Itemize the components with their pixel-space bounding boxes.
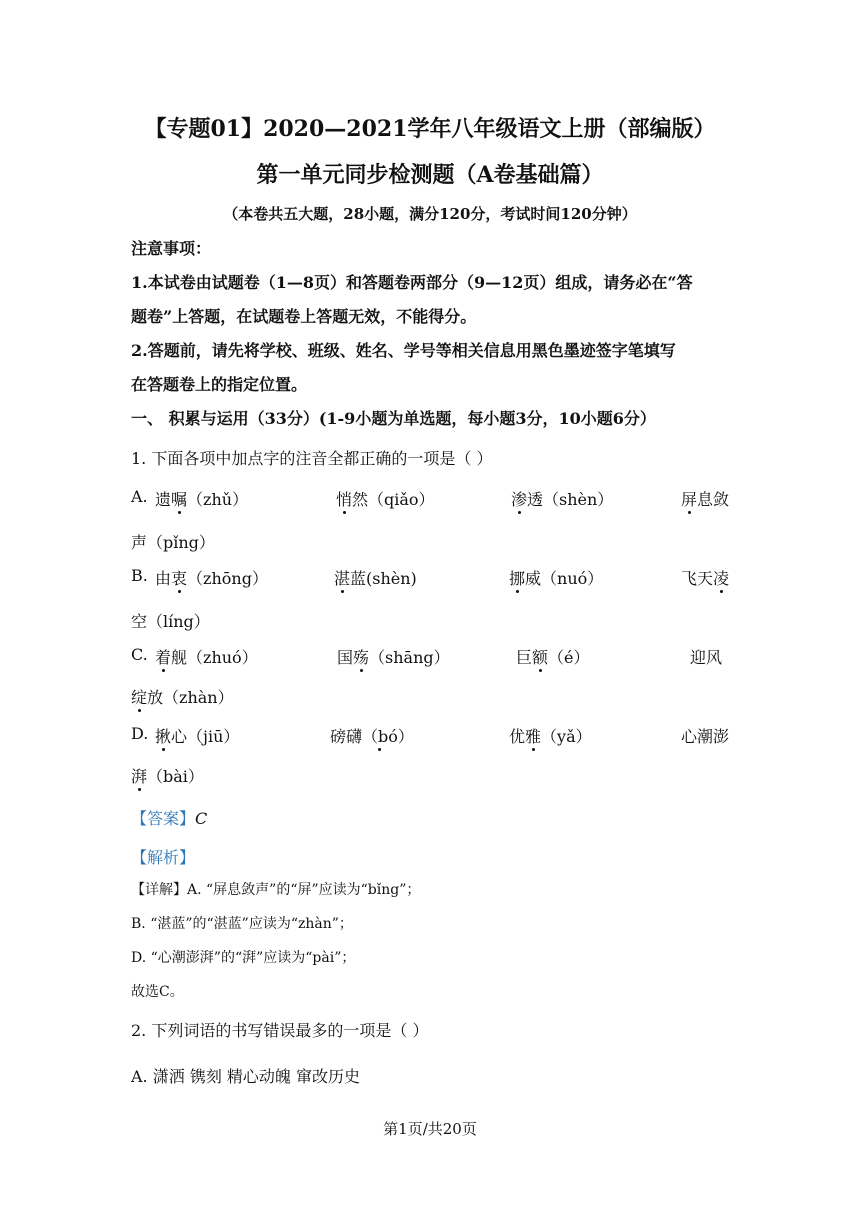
document-title-line2: 第一单元同步检测题（A卷基础篇） bbox=[256, 162, 604, 188]
q1-detail-3: D. “心潮澎湃”的“湃”应读为“pài”； bbox=[131, 950, 356, 966]
notice-1-line-2: 题卷”上答题，在试题卷上答题无效，不能得分。 bbox=[131, 307, 477, 326]
q1-option-a-word-4: 屏息敛 bbox=[681, 490, 730, 509]
q1-option-c-word-4: 迎风 bbox=[690, 648, 723, 667]
q1-option-b-label: B. bbox=[131, 566, 148, 585]
section-1-heading: 一、 积累与运用（33分）(1-9小题为单选题，每小题3分，10小题6分） bbox=[131, 409, 656, 428]
q1-option-c-label: C. bbox=[131, 645, 148, 664]
q1-option-d-continuation: 湃（bài） bbox=[131, 767, 204, 786]
q1-option-a-continuation: 声（pǐng） bbox=[131, 533, 215, 552]
notice-heading: 注意事项： bbox=[131, 239, 212, 258]
q1-option-b-word-3: 挪威（nuó） bbox=[509, 569, 604, 588]
q1-option-b-word-1: 由衷（zhōng） bbox=[155, 569, 268, 588]
document-title-line1: 【专题01】2020—2021学年八年级语文上册（部编版） bbox=[144, 116, 716, 142]
q1-option-d-word-1: 揪心（jiū） bbox=[155, 727, 240, 746]
q1-option-c-word-1: 着舰（zhuó） bbox=[155, 648, 258, 667]
notice-1-line-1: 1.本试卷由试题卷（1—8页）和答题卷两部分（9—12页）组成，请务必在“答 bbox=[131, 273, 693, 292]
q1-option-d-word-2: 磅礴（bó） bbox=[330, 727, 414, 746]
question-2-stem: 2. 下列词语的书写错误最多的一项是（ ） bbox=[131, 1021, 429, 1040]
q1-option-d-word-3: 优雅（yǎ） bbox=[509, 727, 592, 746]
q1-option-b-word-2: 湛蓝(shèn) bbox=[334, 569, 417, 588]
q1-detail-2: B. “湛蓝”的“湛蓝”应读为“zhàn”； bbox=[131, 916, 353, 932]
q1-option-d-word-4: 心潮澎 bbox=[681, 727, 730, 746]
document-subtitle: （本卷共五大题，28小题，满分120分，考试时间120分钟） bbox=[223, 205, 637, 223]
q1-option-c-word-3: 巨额（é） bbox=[516, 648, 590, 667]
q1-detail-1: 【详解】A. “屏息敛声”的“屏”应读为“bǐng”； bbox=[131, 882, 421, 898]
q1-option-b-word-4: 飞天凌 bbox=[681, 569, 730, 588]
q2-option-a: A. 潇洒 镌刻 精心动魄 窜改历史 bbox=[131, 1067, 360, 1086]
q1-option-a-word-1: 遗嘱（zhǔ） bbox=[155, 490, 249, 509]
q1-detail-4: 故选C。 bbox=[131, 984, 184, 1000]
q1-option-a-word-2: 悄然（qiǎo） bbox=[336, 490, 435, 509]
q1-option-c-word-2: 国殇（shāng） bbox=[337, 648, 450, 667]
notice-2-line-2: 在答题卷上的指定位置。 bbox=[131, 375, 308, 394]
question-1-stem: 1. 下面各项中加点字的注音全都正确的一项是（ ） bbox=[131, 449, 493, 468]
q1-option-d-label: D. bbox=[131, 724, 149, 743]
page-footer: 第1页/共20页 bbox=[383, 1120, 477, 1138]
notice-2-line-1: 2.答题前，请先将学校、班级、姓名、学号等相关信息用黑色墨迹签字笔填写 bbox=[131, 341, 676, 360]
q1-option-c-continuation: 绽放（zhàn） bbox=[131, 688, 234, 707]
q1-option-b-continuation: 空（líng） bbox=[131, 612, 210, 631]
q1-option-a-label: A. bbox=[131, 487, 148, 506]
q1-answer: 【答案】C bbox=[131, 809, 208, 828]
q1-analysis-label: 【解析】 bbox=[131, 848, 196, 867]
q1-option-a-word-3: 渗透（shèn） bbox=[511, 490, 614, 509]
